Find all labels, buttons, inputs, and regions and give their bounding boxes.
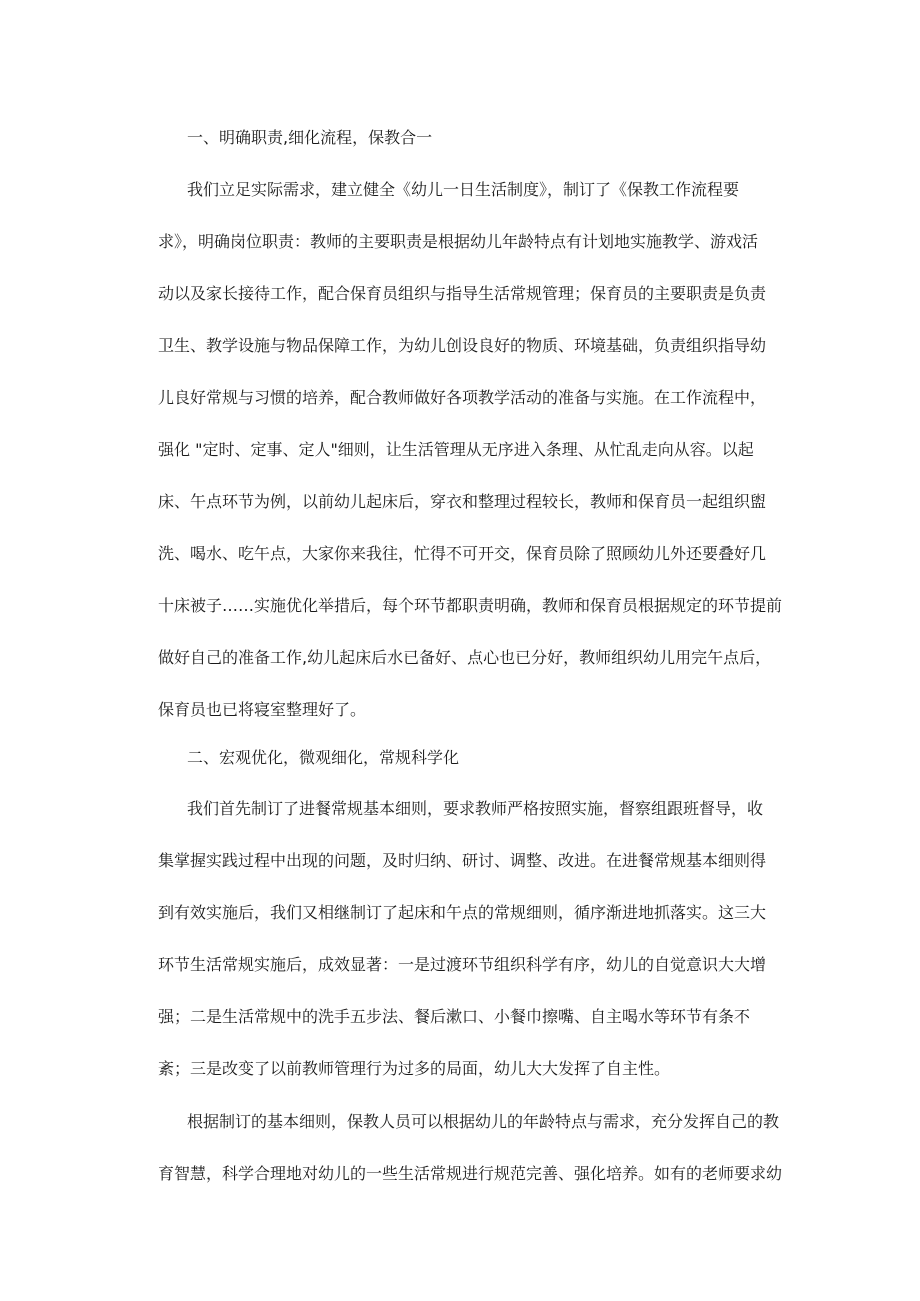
paragraph-1-line-7: 床、午点环节为例，以前幼儿起床后，穿衣和整理过程较长，教师和保育员一起组织盥 (158, 492, 767, 511)
paragraph-1-line-1: 我们立足实际需求，建立健全《幼儿一日生活制度》，制订了《保教工作流程要 (187, 180, 740, 199)
paragraph-1-line-9: 十床被子……实施优化举措后，每个环节都职责明确，教师和保育员根据规定的环节提前 (158, 596, 783, 615)
paragraph-1-line-5: 儿良好常规与习惯的培养，配合教师做好各项教学活动的准备与实施。在工作流程中， (158, 388, 767, 407)
paragraph-1-line-11: 保育员也已将寝室整理好了。 (158, 700, 367, 719)
paragraph-1-line-3: 动以及家长接待工作，配合保育员组织与指导生活常规管理；保育员的主要职责是负责 (158, 284, 767, 303)
section-heading-1: 一、明确职责,细化流程，保教合一 (187, 128, 433, 147)
paragraph-1-line-8: 洗、喝水、吃午点，大家你来我往，忙得不可开交，保育员除了照顾幼儿外还要叠好几 (158, 544, 767, 563)
paragraph-2-line-4: 环节生活常规实施后，成效显著：一是过渡环节组织科学有序，幼儿的自觉意识大大增 (158, 955, 767, 974)
paragraph-3-line-1: 根据制订的基本细则，保教人员可以根据幼儿的年龄特点与需求，充分发挥自己的教 (187, 1112, 780, 1131)
paragraph-1-line-2: 求》，明确岗位职责：教师的主要职责是根据幼儿年龄特点有计划地实施教学、游戏活 (158, 232, 759, 251)
paragraph-1-line-6: 强化 "定时、定事、定人"细则，让生活管理从无序进入条理、从忙乱走向从容。以起 (158, 440, 754, 459)
paragraph-1-line-10: 做好自己的准备工作,幼儿起床后水已备好、点心也已分好，教师组织幼儿用完午点后， (158, 648, 772, 667)
paragraph-2-line-1: 我们首先制订了进餐常规基本细则，要求教师严格按照实施，督察组跟班督导，收 (187, 799, 764, 818)
paragraph-2-line-2: 集掌握实践过程中出现的问题，及时归纳、研讨、调整、改进。在进餐常规基本细则得 (158, 851, 767, 870)
paragraph-2-line-6: 紊；三是改变了以前教师管理行为过多的局面，幼儿大大发挥了自主性。 (158, 1059, 671, 1078)
paragraph-3-line-2: 育智慧，科学合理地对幼儿的一些生活常规进行规范完善、强化培养。如有的老师要求幼 (158, 1164, 783, 1183)
paragraph-2-line-3: 到有效实施后，我们又相继制订了起床和午点的常规细则，循序渐进地抓落实。这三大 (158, 903, 767, 922)
paragraph-1-line-4: 卫生、教学设施与物品保障工作，为幼儿创设良好的物质、环境基础，负责组织指导幼 (158, 336, 767, 355)
section-heading-2: 二、宏观优化，微观细化，常规科学化 (187, 748, 460, 767)
paragraph-2-line-5: 强；二是生活常规中的洗手五步法、餐后漱口、小餐巾擦嘴、自主喝水等环节有条不 (158, 1007, 751, 1026)
